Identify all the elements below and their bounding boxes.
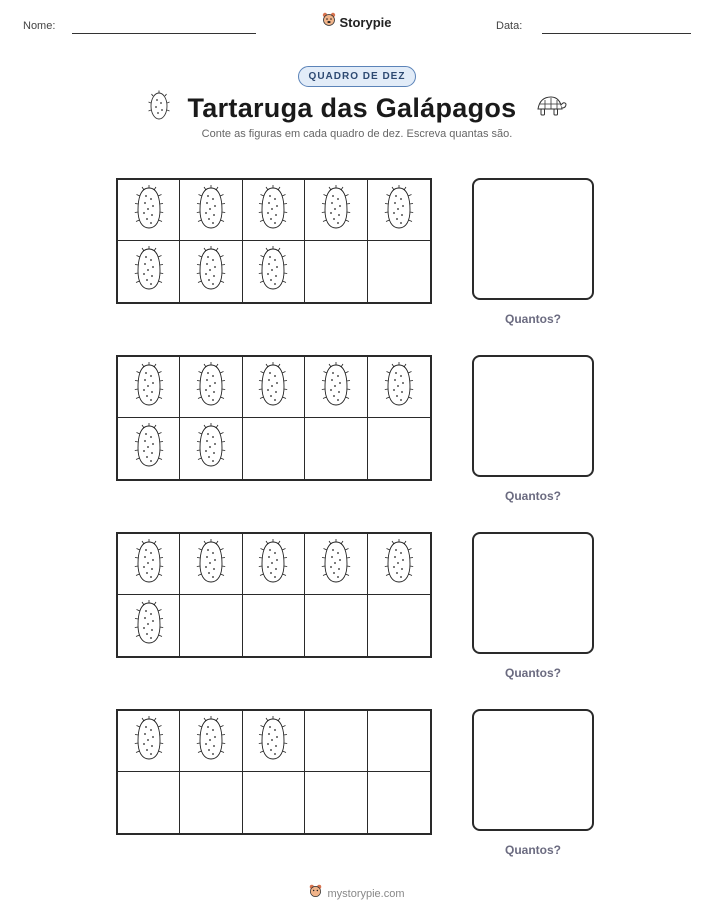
- date-field-line[interactable]: [542, 33, 691, 34]
- ten-frame-cell: [368, 357, 430, 418]
- cactus-icon: [258, 716, 288, 767]
- bear-icon: [309, 884, 322, 903]
- ten-frame: [116, 709, 432, 835]
- name-label: Nome:: [23, 20, 56, 32]
- cactus-icon: [196, 423, 226, 474]
- cactus-icon: [258, 539, 288, 590]
- cactus-icon: [196, 716, 226, 767]
- cactus-icon: [196, 246, 226, 297]
- cactus-icon: [134, 600, 164, 651]
- ten-frame-cell: [180, 418, 242, 479]
- cactus-icon: [196, 362, 226, 413]
- brand-logo: [0, 12, 714, 32]
- ten-frame-cell: [305, 357, 367, 418]
- ten-frame-cell: [118, 534, 180, 595]
- name-field-line[interactable]: [72, 33, 256, 34]
- ten-frame-cell: [305, 241, 367, 302]
- ten-frame-cell: [368, 772, 430, 833]
- ten-frame-cell: [305, 418, 367, 479]
- ten-frame: [116, 355, 432, 481]
- cactus-icon: [321, 362, 351, 413]
- bear-icon: [322, 12, 336, 32]
- ten-frame-cell: [368, 418, 430, 479]
- ten-frame-cell: [118, 357, 180, 418]
- footer: [0, 884, 714, 903]
- ten-frame-cell: [243, 772, 305, 833]
- ten-frame-cell: [118, 418, 180, 479]
- ten-frame-cell: [305, 711, 367, 772]
- ten-frame-cell: [180, 772, 242, 833]
- cactus-icon: [134, 716, 164, 767]
- cactus-icon: [134, 539, 164, 590]
- ten-frame-cell: [180, 241, 242, 302]
- ten-frame-cell: [368, 534, 430, 595]
- ten-frame-cell: [243, 711, 305, 772]
- cactus-icon: [258, 362, 288, 413]
- cactus-icon: [258, 185, 288, 236]
- cactus-icon: [134, 185, 164, 236]
- cactus-icon: [258, 246, 288, 297]
- ten-frame-cell: [305, 180, 367, 241]
- worksheet-type-badge: QUADRO DE DEZ: [298, 66, 417, 87]
- ten-frame-cell: [305, 595, 367, 656]
- ten-frame-cell: [243, 534, 305, 595]
- ten-frame: [116, 178, 432, 304]
- cactus-icon: [134, 246, 164, 297]
- date-label: Data:: [496, 20, 523, 32]
- ten-frame-cell: [305, 534, 367, 595]
- ten-frame-cell: [243, 180, 305, 241]
- cactus-icon: [196, 185, 226, 236]
- brand-name: Storypie: [339, 14, 392, 30]
- ten-frame-cell: [243, 418, 305, 479]
- instructions: Conte as figuras em cada quadro de dez. Escreva quantas são.: [201, 128, 513, 140]
- ten-frame-cell: [118, 241, 180, 302]
- title-row: [0, 90, 714, 127]
- cactus-icon: [384, 185, 414, 236]
- ten-frame-cell: [243, 595, 305, 656]
- answer-box[interactable]: [472, 532, 594, 654]
- ten-frame-cell: [180, 595, 242, 656]
- answer-box[interactable]: [472, 178, 594, 300]
- cactus-icon: [134, 362, 164, 413]
- ten-frame-cell: [243, 357, 305, 418]
- ten-frame-cell: [180, 180, 242, 241]
- ten-frame-cell: [180, 711, 242, 772]
- cactus-icon: [134, 423, 164, 474]
- answer-box[interactable]: [472, 709, 594, 831]
- ten-frame-cell: [368, 241, 430, 302]
- cactus-icon: [321, 185, 351, 236]
- answer-box[interactable]: [472, 355, 594, 477]
- answer-prompt: Quantos?: [505, 843, 561, 857]
- ten-frame-cell: [368, 180, 430, 241]
- ten-frame-cell: [180, 534, 242, 595]
- ten-frame-cell: [118, 595, 180, 656]
- ten-frame-cell: [305, 772, 367, 833]
- ten-frame-cell: [118, 711, 180, 772]
- ten-frame-cell: [368, 595, 430, 656]
- page-title: Tartaruga das Galápagos: [187, 93, 517, 123]
- ten-frame-cell: [118, 180, 180, 241]
- ten-frame-cell: [368, 711, 430, 772]
- cactus-icon: [321, 539, 351, 590]
- tortoise-icon: [533, 94, 567, 123]
- cactus-icon: [196, 539, 226, 590]
- ten-frame: [116, 532, 432, 658]
- answer-prompt: Quantos?: [505, 312, 561, 326]
- cactus-icon: [384, 362, 414, 413]
- cactus-icon: [384, 539, 414, 590]
- footer-url: mystorypie.com: [327, 887, 405, 900]
- cactus-icon: [147, 90, 171, 127]
- ten-frame-cell: [243, 241, 305, 302]
- ten-frame-cell: [118, 772, 180, 833]
- ten-frame-cell: [180, 357, 242, 418]
- answer-prompt: Quantos?: [505, 489, 561, 503]
- answer-prompt: Quantos?: [505, 666, 561, 680]
